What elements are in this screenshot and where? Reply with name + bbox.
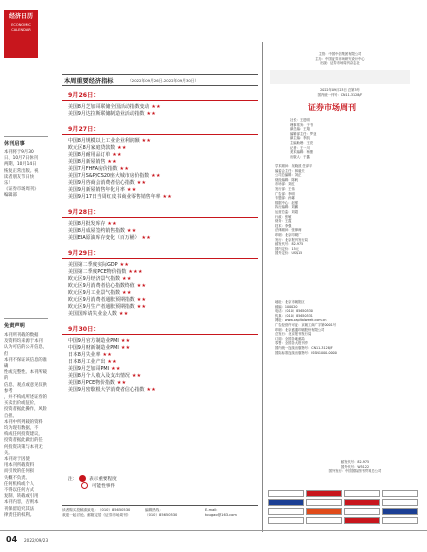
partner-logo-icon [268, 517, 304, 524]
address-line: 邮编：100020 [275, 304, 298, 309]
masthead-bar [270, 70, 410, 84]
importance-stars: ★★ [136, 180, 147, 186]
indicator-name: 美国9月17日当周红皮书商业零售销售年率 [68, 194, 161, 200]
importance-stars: ★★ [136, 283, 147, 289]
address-line: 网址：www.capitalweek.com.cn [275, 318, 327, 323]
indicator-row [68, 345, 258, 352]
importance-stars: ★★ [151, 104, 161, 110]
importance-stars: ★★ [162, 194, 173, 200]
disclaimer-line: 复制、转载或引用 [4, 494, 39, 500]
importance-stars: ★★ [117, 145, 127, 151]
indicator-row [68, 187, 258, 194]
footer-right-1: E-mail: [205, 508, 218, 512]
staff-line: 专题部：孙娜 [275, 196, 295, 201]
notice-line: 编辑部 [4, 193, 17, 199]
partner-logo-icon [382, 508, 418, 515]
disclaimer-line: 不得以任何方式 [4, 488, 35, 494]
address-line: 地址：北京市朝阳区 [275, 300, 305, 304]
day-date: 9月29日： [68, 250, 100, 257]
postal-line: 国外代号：W5122 [340, 464, 370, 469]
indicator-row [68, 104, 258, 111]
indicator-name: 日本8月失业率 [68, 352, 101, 358]
calendar-tag-cn: 经济日历 [8, 13, 33, 20]
indicator-row [68, 269, 258, 276]
indicator-row [68, 159, 258, 166]
importance-stars: ★★ [111, 366, 121, 372]
partner-logos [268, 490, 418, 524]
legend-title: 注： [68, 477, 78, 482]
partner-logo-icon [382, 499, 418, 506]
side-divider [4, 136, 48, 137]
issue-info [270, 88, 410, 97]
indicator-row [68, 180, 258, 187]
staff-line: 印刷：北京印刷厂 [275, 232, 302, 237]
importance-stars: ★★ [126, 228, 137, 234]
contact-block [290, 118, 410, 159]
publisher-info [270, 52, 410, 66]
partner-logo-icon [344, 499, 380, 506]
address-line: 国际标准连续出版物号：ISSN1000-0000 [275, 350, 337, 355]
staff-line: 行政：张敏 [275, 214, 292, 219]
disclaimer-line: 本刊对于因使 [4, 457, 30, 463]
indicator-name: 欧元区9月工业景气指数 [68, 290, 121, 296]
address-line: 零售：全国各大报刊亭 [275, 341, 308, 346]
footer-right [205, 508, 237, 518]
disclaimer-line: 性或完整性。本刊所载的 [4, 370, 47, 382]
staff-line: 编委会主任：林毅夫 [275, 168, 305, 173]
partner-logo-icon [382, 517, 418, 524]
main-header [62, 74, 258, 86]
disclaimer-line: 构成任何投资建议， [4, 432, 43, 438]
disclaimer-line: 律责任的权利。 [4, 512, 35, 518]
indicator-name: 美国9月达拉斯联储制造业活动指数 [68, 111, 145, 117]
day-divider [62, 100, 258, 101]
importance-stars: ★★ [136, 297, 147, 303]
notice-line: 本刊将于9月30 [4, 150, 34, 155]
staff-line: 国外定价：US$15 [275, 251, 303, 256]
staff-line: 邮发代号：82-975 [275, 242, 304, 247]
disclaimer-line: 本刊所刊载的数据 [4, 333, 39, 338]
masthead-title: 证券市场周刊 [308, 103, 356, 112]
indicator-row [68, 262, 258, 269]
disclaimer-line: 信息、观点或意见仅供参考 [4, 382, 47, 394]
staff-line: 广告部：李明 [275, 191, 295, 196]
day-block [62, 207, 258, 242]
importance-stars: ★★ [141, 138, 152, 144]
disclaimer-line: 本刊不保证该信息的准确 [4, 357, 47, 370]
importance-stars: ★★ [107, 159, 117, 165]
footer-mid [145, 508, 177, 518]
page-date: 2022/09/23 [24, 538, 49, 543]
indicator-name: 欧元区9月经济景气指数 [68, 276, 121, 282]
partner-logo-icon [268, 499, 304, 506]
indicator-name: 美国8月成屋签约销售指数 [68, 228, 125, 234]
contact-line: 记者：王一川 [290, 145, 310, 150]
day-block [62, 124, 258, 201]
indicator-row [68, 276, 258, 283]
address-line: 传真：（010）85650531 [275, 313, 313, 318]
contact-line: 出版人：于鑫 [290, 154, 310, 159]
indicator-row [68, 338, 258, 345]
partner-logo-icon [306, 490, 342, 497]
staff-line: 技术：李强 [275, 223, 292, 228]
calendar-days [62, 90, 258, 400]
indicator-row [68, 297, 258, 304]
notice-line: 恢复正常出版。祝 [4, 168, 39, 174]
indicator-name: 美国8月新屋销售 [68, 159, 106, 165]
indicator-name: 美国8月PCE物价指数 [68, 380, 115, 386]
notice-line: 读者朋友节日快 [4, 174, 35, 180]
contact-line: 美术编辑：杨蕾 [290, 150, 314, 155]
disclaimer-line: 认为可信的公开信息，但 [4, 345, 47, 357]
indicator-row [68, 387, 258, 394]
legend-item: 可能性事件 [91, 484, 115, 489]
day-divider [62, 134, 258, 135]
importance-stars: ★★ [136, 304, 147, 310]
staff-line: 法律顾问：张律师 [275, 228, 302, 233]
legend [68, 475, 117, 489]
staff-line: 运营总监：刘超 [275, 209, 299, 214]
indicator-name: 欧元区9月消费者信心指数终值 [68, 283, 135, 289]
main-date-range: （2022年09月26日-2022年09月30日） [128, 77, 199, 83]
contact-line: 理事常务：于书 [290, 122, 314, 127]
side-divider [4, 318, 48, 319]
importance-stars: ★★ [120, 338, 131, 344]
day-divider [62, 334, 258, 335]
contact-line: 副总编：王翔 [290, 127, 310, 132]
disclaimer-line: 投资者据此做出的任 [4, 438, 43, 444]
notice-line: 《证券市场周刊》 [4, 187, 39, 193]
indicator-row [68, 194, 258, 201]
indicator-name: 美国国库请失业金人数 [68, 311, 117, 317]
publisher-line: 主管：中国中信集团有限公司 [318, 52, 362, 56]
partner-logo-icon [268, 490, 304, 497]
postal-line: 国外发行：中国国际图书贸易总公司 [328, 469, 382, 474]
disclaimer-line: 买卖出价或征价， [4, 401, 39, 407]
indicator-name: 中国9月官方制造业PMI [68, 338, 119, 344]
main-footer-line [62, 505, 258, 506]
indicator-name: 欧元区9月消费者通胀预期指数 [68, 297, 135, 303]
disclaimer-line: 任何机构或个人 [4, 481, 35, 487]
address-line: 总发行：北京报刊发行局 [275, 332, 312, 337]
notice-body [4, 150, 48, 200]
staff-block [275, 164, 415, 256]
contact-line: 社长：王进明 [290, 118, 310, 122]
partner-logo-icon [306, 517, 342, 524]
notice-line: 乐！ [4, 181, 13, 187]
indicator-row [68, 173, 258, 180]
indicator-name: 美国9月密歇根大学消费者信心指数 [68, 387, 145, 393]
page-footer-line [0, 530, 427, 531]
day-divider [62, 258, 258, 259]
day-divider [62, 217, 258, 218]
importance-stars: ★★ [120, 345, 131, 351]
partner-logo-icon [344, 508, 380, 515]
indicator-name: 美国9月咨商会消费者信心指数 [68, 180, 135, 186]
importance-stars: ★★ [151, 173, 161, 179]
indicator-name: 欧元区8月家庭贷款数 [68, 145, 116, 151]
day-date: 9月26日： [68, 92, 100, 99]
publisher-line: 主办：中国证券市场研究设计中心 [315, 56, 365, 61]
indicator-name: 美国9月芝加哥PMI [68, 366, 110, 372]
disclaimer-body [4, 333, 48, 519]
disclaimer-line: 失概不负责。 [4, 475, 30, 481]
importance-stars: ★★ [119, 262, 130, 268]
column-divider [262, 42, 263, 532]
indicator-name: 美国8月芝加哥联储全国活动指数变动 [68, 104, 150, 110]
staff-line: 财经编辑：陈帆 [275, 177, 299, 182]
partner-logo-icon [306, 499, 342, 506]
postal-block [300, 460, 410, 474]
publisher-line: 出版：证券市场周刊杂志社 [320, 61, 360, 66]
disclaimer-line: 而引致的任何损 [4, 469, 35, 475]
importance-stars: ★★ [102, 352, 113, 358]
disclaimer-line: 刊保留追究其法 [4, 506, 35, 512]
staff-line: 财务：王霞 [275, 219, 292, 224]
possible-event-icon [81, 482, 88, 489]
indicator-row [68, 352, 258, 359]
indicator-name: 日本8月工业产出 [68, 359, 106, 365]
day-date: 9月30日： [68, 326, 100, 333]
calendar-tag [4, 10, 38, 58]
importance-stars: ★★ [116, 380, 127, 386]
notice-title: 休刊启事 [4, 141, 25, 147]
footer-mid-1: 编辑热线： [145, 508, 163, 512]
partner-logo-icon [344, 517, 380, 524]
day-block [62, 248, 258, 318]
day-block [62, 324, 258, 394]
footer-left-1: 读者购买投稿请致电：（010）85650530 [62, 508, 131, 512]
importance-stars: ★★ [131, 373, 142, 379]
indicator-name: 中国8月规模以上工业企业利润额 [68, 138, 140, 144]
disclaimer-line: 本刊中所列载的资料 [4, 419, 43, 425]
staff-line: 数据中心：赵强 [275, 200, 299, 205]
indicator-row [68, 359, 258, 366]
indicator-row [68, 166, 258, 173]
staff-line: 发行：北京报刊发行局 [275, 237, 308, 242]
address-line: 电话：（010）85650530 [275, 309, 313, 314]
importance-stars: ★★ [146, 387, 157, 393]
indicator-name: 美国第二季度实际GDP [68, 262, 118, 268]
contact-line: 主编助理：王亮 [290, 140, 314, 145]
indicator-row [68, 311, 258, 318]
indicator-row [68, 235, 258, 242]
footer-left-2: 欢迎一起讨论。邮箱定居《证券市场周刊》 [62, 513, 131, 517]
importance-stars: ★★ [122, 276, 132, 282]
address-line: 印刷：北京盛通印刷股份有限公司 [275, 327, 325, 332]
partner-logo-icon [382, 490, 418, 497]
disclaimer-line: ，并不构成所述证券的 [4, 395, 47, 401]
indicator-name: 中国9月财新制造业PMI [68, 345, 119, 351]
staff-line: 国内定价：15元 [275, 246, 299, 251]
indicator-name: 美国EIA原油库存变化（百万桶） [68, 235, 140, 241]
indicator-row [68, 373, 258, 380]
indicator-name: 美国8月批发库存 [68, 221, 106, 227]
indicator-row [68, 111, 258, 118]
footer-mid-2: （010）85650530 [145, 513, 178, 517]
indicator-name: 美国8月耐用品订单 [68, 152, 111, 158]
staff-line: 发行部：王伟 [275, 186, 295, 191]
main-title: 本周重要经济指标 [64, 78, 114, 85]
indicator-row [68, 138, 258, 145]
importance-stars: ★★ [107, 221, 117, 227]
disclaimer-line: 及资料均来源于本刊 [4, 339, 43, 345]
contact-line: 副主编：李凯 [290, 136, 310, 141]
contact-line: 编辑部主任：罗亚 [290, 131, 317, 136]
issue-line: 2022年09月23日 总第3号 [320, 88, 360, 92]
indicator-row [68, 228, 258, 235]
indicator-row [68, 366, 258, 373]
footer-left [62, 508, 130, 518]
importance-stars: ★★★ [128, 269, 143, 275]
importance-stars: ★★ [112, 152, 122, 158]
importance-stars: ★★ [126, 187, 137, 193]
disclaimer-line: 投资者据此操作，风险自担。 [4, 407, 47, 419]
indicator-row [68, 145, 258, 152]
indicator-row [68, 380, 258, 387]
importance-stars: ★★ [122, 290, 132, 296]
partner-logo-icon [268, 508, 304, 515]
staff-line: 执行编辑：刘鹏 [275, 205, 299, 210]
postal-line: 邮发代号：82-975 [340, 460, 370, 464]
legend-item: 表示重要程度 [89, 477, 117, 482]
notice-line: 日、10月7日休刊 [4, 156, 38, 162]
disclaimer-title: 免责声明 [4, 323, 25, 329]
staff-line: 学术顾问：吴晓波 任泽平 [275, 164, 313, 168]
indicator-row [68, 152, 258, 159]
important-dot-icon [79, 475, 86, 482]
indicator-name: 美国7月S&P/CS20座大城市房价指数 [68, 173, 150, 179]
partner-logo-icon [306, 508, 342, 515]
day-date: 9月28日： [68, 209, 100, 216]
indicator-row [68, 283, 258, 290]
calendar-tag-en: ECONOMIC CALENDAR [11, 23, 31, 32]
address-block [275, 300, 415, 355]
indicator-name: 美国9月新屋销售年化月率 [68, 187, 125, 193]
indicator-row [68, 221, 258, 228]
indicator-name: 美国8月个人收入及支出情况 [68, 373, 130, 379]
disclaimer-line: 何投资决策与本刊无关。 [4, 444, 43, 456]
indicator-name: 欧元区9月生产者通胀预期指数 [68, 304, 135, 310]
indicator-row [68, 304, 258, 311]
importance-stars: ★★ [107, 359, 117, 365]
importance-stars: ★★ [119, 166, 130, 172]
importance-stars: ★★ [141, 235, 152, 241]
disclaimer-line: 本刊内容，否则本 [4, 500, 39, 506]
day-date: 9月27日： [68, 126, 100, 133]
issue-line: 国内统一刊号：CN11-3128/F [317, 92, 363, 97]
disclaimer-line: 用本刊所载资料 [4, 463, 35, 469]
address-line: 订阅：全国各地邮局 [275, 336, 305, 341]
partner-logo-icon [344, 490, 380, 497]
day-block [62, 90, 258, 118]
indicator-name: 美国7月FHFA房价指数 [68, 166, 118, 172]
staff-line: 市场部：刘红 [275, 182, 295, 187]
footer-right-2: tougao@163.com [205, 513, 237, 517]
indicator-row [68, 290, 258, 297]
staff-line: 公司总编辑：刘正 [275, 173, 302, 178]
importance-stars: ★★ [118, 311, 129, 317]
indicator-name: 美国第二季度PCE物价指数 [68, 269, 127, 275]
address-line: 国内统一连续出版物号：CN11-3128/F [275, 345, 333, 350]
disclaimer-line: 均为现有数据，不 [4, 426, 39, 432]
importance-stars: ★★ [146, 111, 157, 117]
address-line: 广告经营许可证：京朝工商广字第0001号 [275, 322, 337, 327]
page-number: 04 [6, 535, 18, 544]
notice-line: 两期，10月14日 [4, 162, 37, 168]
